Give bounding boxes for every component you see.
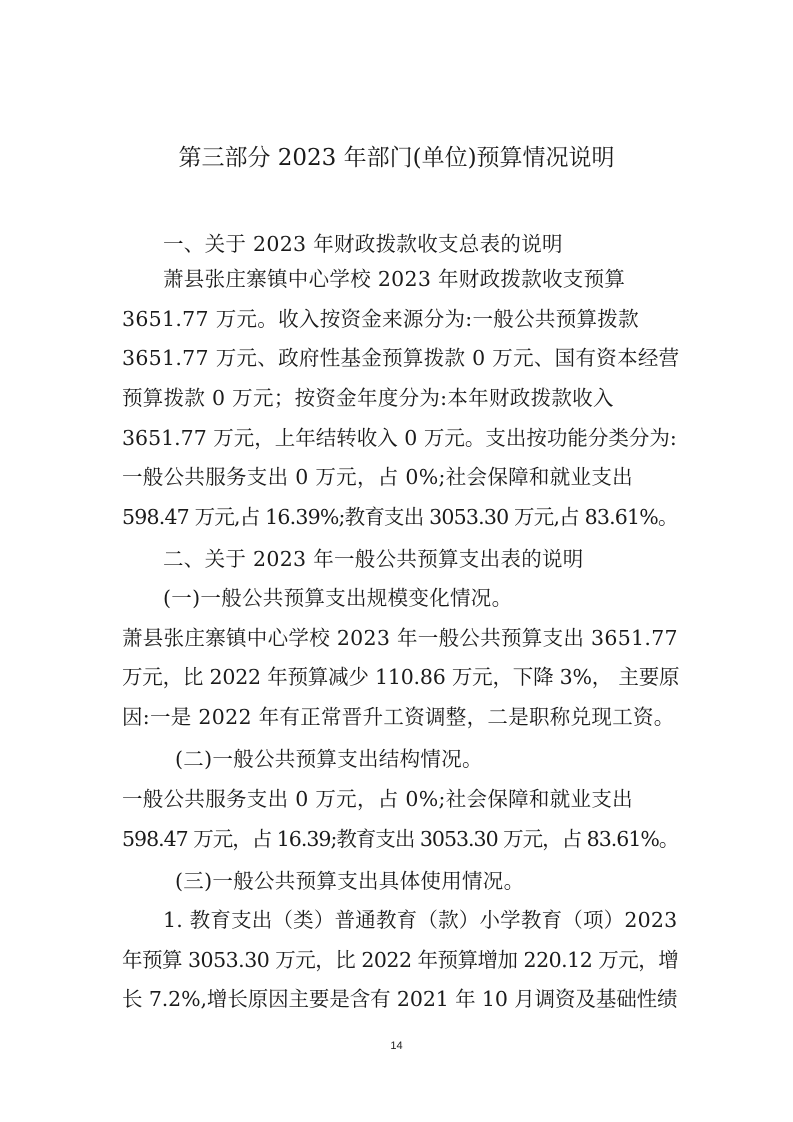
paragraph-line: 一般公共服务支出 0 万元，占 0%;社会保障和就业支出 — [122, 465, 633, 489]
paragraph-line: 1. 教育支出（类）普通教育（款）小学教育（项）2023 — [163, 908, 678, 932]
section-title: 第三部分 2023 年部门(单位)预算情况说明 — [178, 145, 615, 171]
subheading-3: (三)一般公共预算支出具体使用情况。 — [175, 869, 525, 893]
paragraph-line: 3651.77 万元、政府性基金预算拨款 0 万元、国有资本经营 — [122, 346, 680, 370]
heading-2: 二、关于 2023 年一般公共预算支出表的说明 — [163, 547, 584, 571]
paragraph-line: 长 7.2%,增长原因主要是含有 2021 年 10 月调资及基础性绩 — [122, 987, 678, 1011]
paragraph-line: 598.47 万元，占 16.39;教育支出 3053.30 万元，占 83.61%。 — [122, 827, 679, 851]
paragraph-line: 3651.77 万元，上年结转收入 0 万元。支出按功能分类分为: — [122, 426, 677, 450]
paragraph-line: 万元，比 2022 年预算减少 110.86 万元，下降 3%， 主要原 — [122, 665, 680, 689]
heading-1: 一、关于 2023 年财政拨款收支总表的说明 — [163, 232, 563, 256]
page-number: 14 — [390, 1040, 403, 1052]
paragraph-line: 预算拨款 0 万元；按资金年度分为:本年财政拨款收入 — [122, 386, 614, 410]
paragraph-line: 萧县张庄寨镇中心学校 2023 年财政拨款收支预算 — [163, 267, 626, 291]
paragraph-line: 3651.77 万元。收入按资金来源分为:一般公共预算拨款 — [122, 307, 639, 331]
paragraph-line: 因:一是 2022 年有正常晋升工资调整，二是职称兑现工资。 — [122, 705, 675, 729]
subheading-1: (一)一般公共预算支出规模变化情况。 — [163, 586, 513, 610]
paragraph-line: 一般公共服务支出 0 万元，占 0%;社会保障和就业支出 — [122, 787, 633, 811]
paragraph-line: 年预算 3053.30 万元，比 2022 年预算增加 220.12 万元，增 — [122, 948, 679, 972]
paragraph-line: 萧县张庄寨镇中心学校 2023 年一般公共预算支出 3651.77 — [122, 626, 678, 650]
subheading-2: (二)一般公共预算支出结构情况。 — [175, 747, 483, 771]
paragraph-line: 598.47 万元,占 16.39%;教育支出 3053.30 万元,占 83.61%。 — [122, 505, 678, 529]
